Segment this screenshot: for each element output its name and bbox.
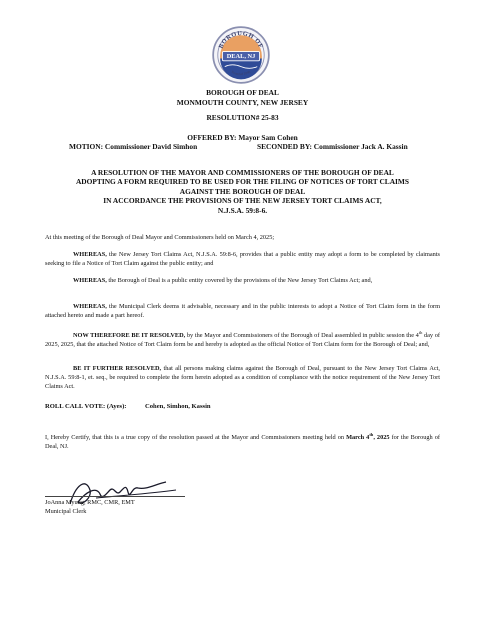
certification-paragraph: I, Hereby Certify, that this is a true copy of the resolution passed at the Mayor and Commissioners meeting held on March 4th, 2025 for the Borough of Deal, NJ. [45, 432, 440, 451]
whereas-paragraph-1: WHEREAS, the New Jersey Tort Claims Act, N.J.S.A. 59:8-6, provides that a public entity may adopt a form to be completed by claimants seeking to file a Notice of Tort Claim against the public entity; and [45, 251, 440, 268]
seal-bottom-text: Founded 1898 [230, 69, 252, 77]
title-line-5: N.J.S.A. 59:8-6. [217, 205, 268, 215]
roll-call-names: Cohen, Simhon, Kassin [145, 403, 211, 410]
offered-by: OFFERED BY: Mayor Sam Cohen [187, 133, 298, 142]
whereas-paragraph-2: WHEREAS, the Borough of Deal is a public entity covered by the provisions of the New Jersey Tort Claims Act; and, [73, 277, 373, 284]
borough-name: BOROUGH OF DEAL [206, 88, 279, 97]
resolution-title [45, 168, 440, 215]
seal-center-text: DEAL, NJ [226, 53, 256, 61]
header-block [45, 88, 440, 107]
signature-block [45, 498, 135, 516]
clerk-name: JoAnna Myung, RMC, CMR, EMT [45, 499, 135, 506]
clerk-title: Municipal Clerk [45, 508, 87, 515]
borough-seal-logo [212, 26, 270, 84]
seal-top-text: BOROUGH OF [217, 30, 265, 50]
intro-paragraph: At this meeting of the Borough of Deal Mayor and Commissioners held on March 4, 2025; [45, 234, 275, 241]
roll-call-vote [45, 403, 440, 410]
resolution-number: RESOLUTION# 25-83 [206, 113, 279, 122]
title-line-4: IN ACCORDANCE THE PROVISIONS OF THE NEW JERSEY TORT CLAIMS ACT, [103, 196, 382, 206]
title-line-1: A RESOLUTION OF THE MAYOR AND COMMISSIONERS OF THE BOROUGH OF DEAL [91, 168, 394, 177]
further-resolved-paragraph: BE IT FURTHER RESOLVED, that all persons making claims against the Borough of Deal, pursuant to the New Jersey Tort Claims Act, N.J.S.A. 59:8-1, et. seq., be required to complete the form herein adopted as a condition of compliance with the notice requirement of the New Jersey Tort Claims Act. [45, 365, 440, 391]
whereas-paragraph-3: WHEREAS, the Municipal Clerk deems it advisable, necessary and in the public interests to adopt a Notice of Tort Claim form in the form attached hereto and made a part hereof. [45, 303, 440, 320]
title-line-2: ADOPTING A FORM REQUIRED TO BE USED FOR THE FILING OF NOTICES OF TORT CLAIMS [75, 177, 410, 187]
signature-line [45, 496, 185, 497]
seconded-by: SECONDED BY: Commissioner Jack A. Kassin [257, 142, 408, 151]
roll-call-label: ROLL CALL VOTE: (Ayes): [45, 403, 127, 410]
county-name: MONMOUTH COUNTY, NEW JERSEY [176, 97, 309, 107]
title-line-3: AGAINST THE BOROUGH OF DEAL [179, 186, 306, 196]
motion: MOTION: Commissioner David Simhon [69, 142, 198, 151]
now-therefore-paragraph: NOW THEREFORE BE IT RESOLVED, by the Mayor and Commissioners of the Borough of Deal assembled in public session the 4th day of 2025, 2025, that the attached Notice of Tort Claim form be and hereby is adopted as the official Notice of Tort Claim form for the Borough of Deal; and, [45, 330, 440, 349]
